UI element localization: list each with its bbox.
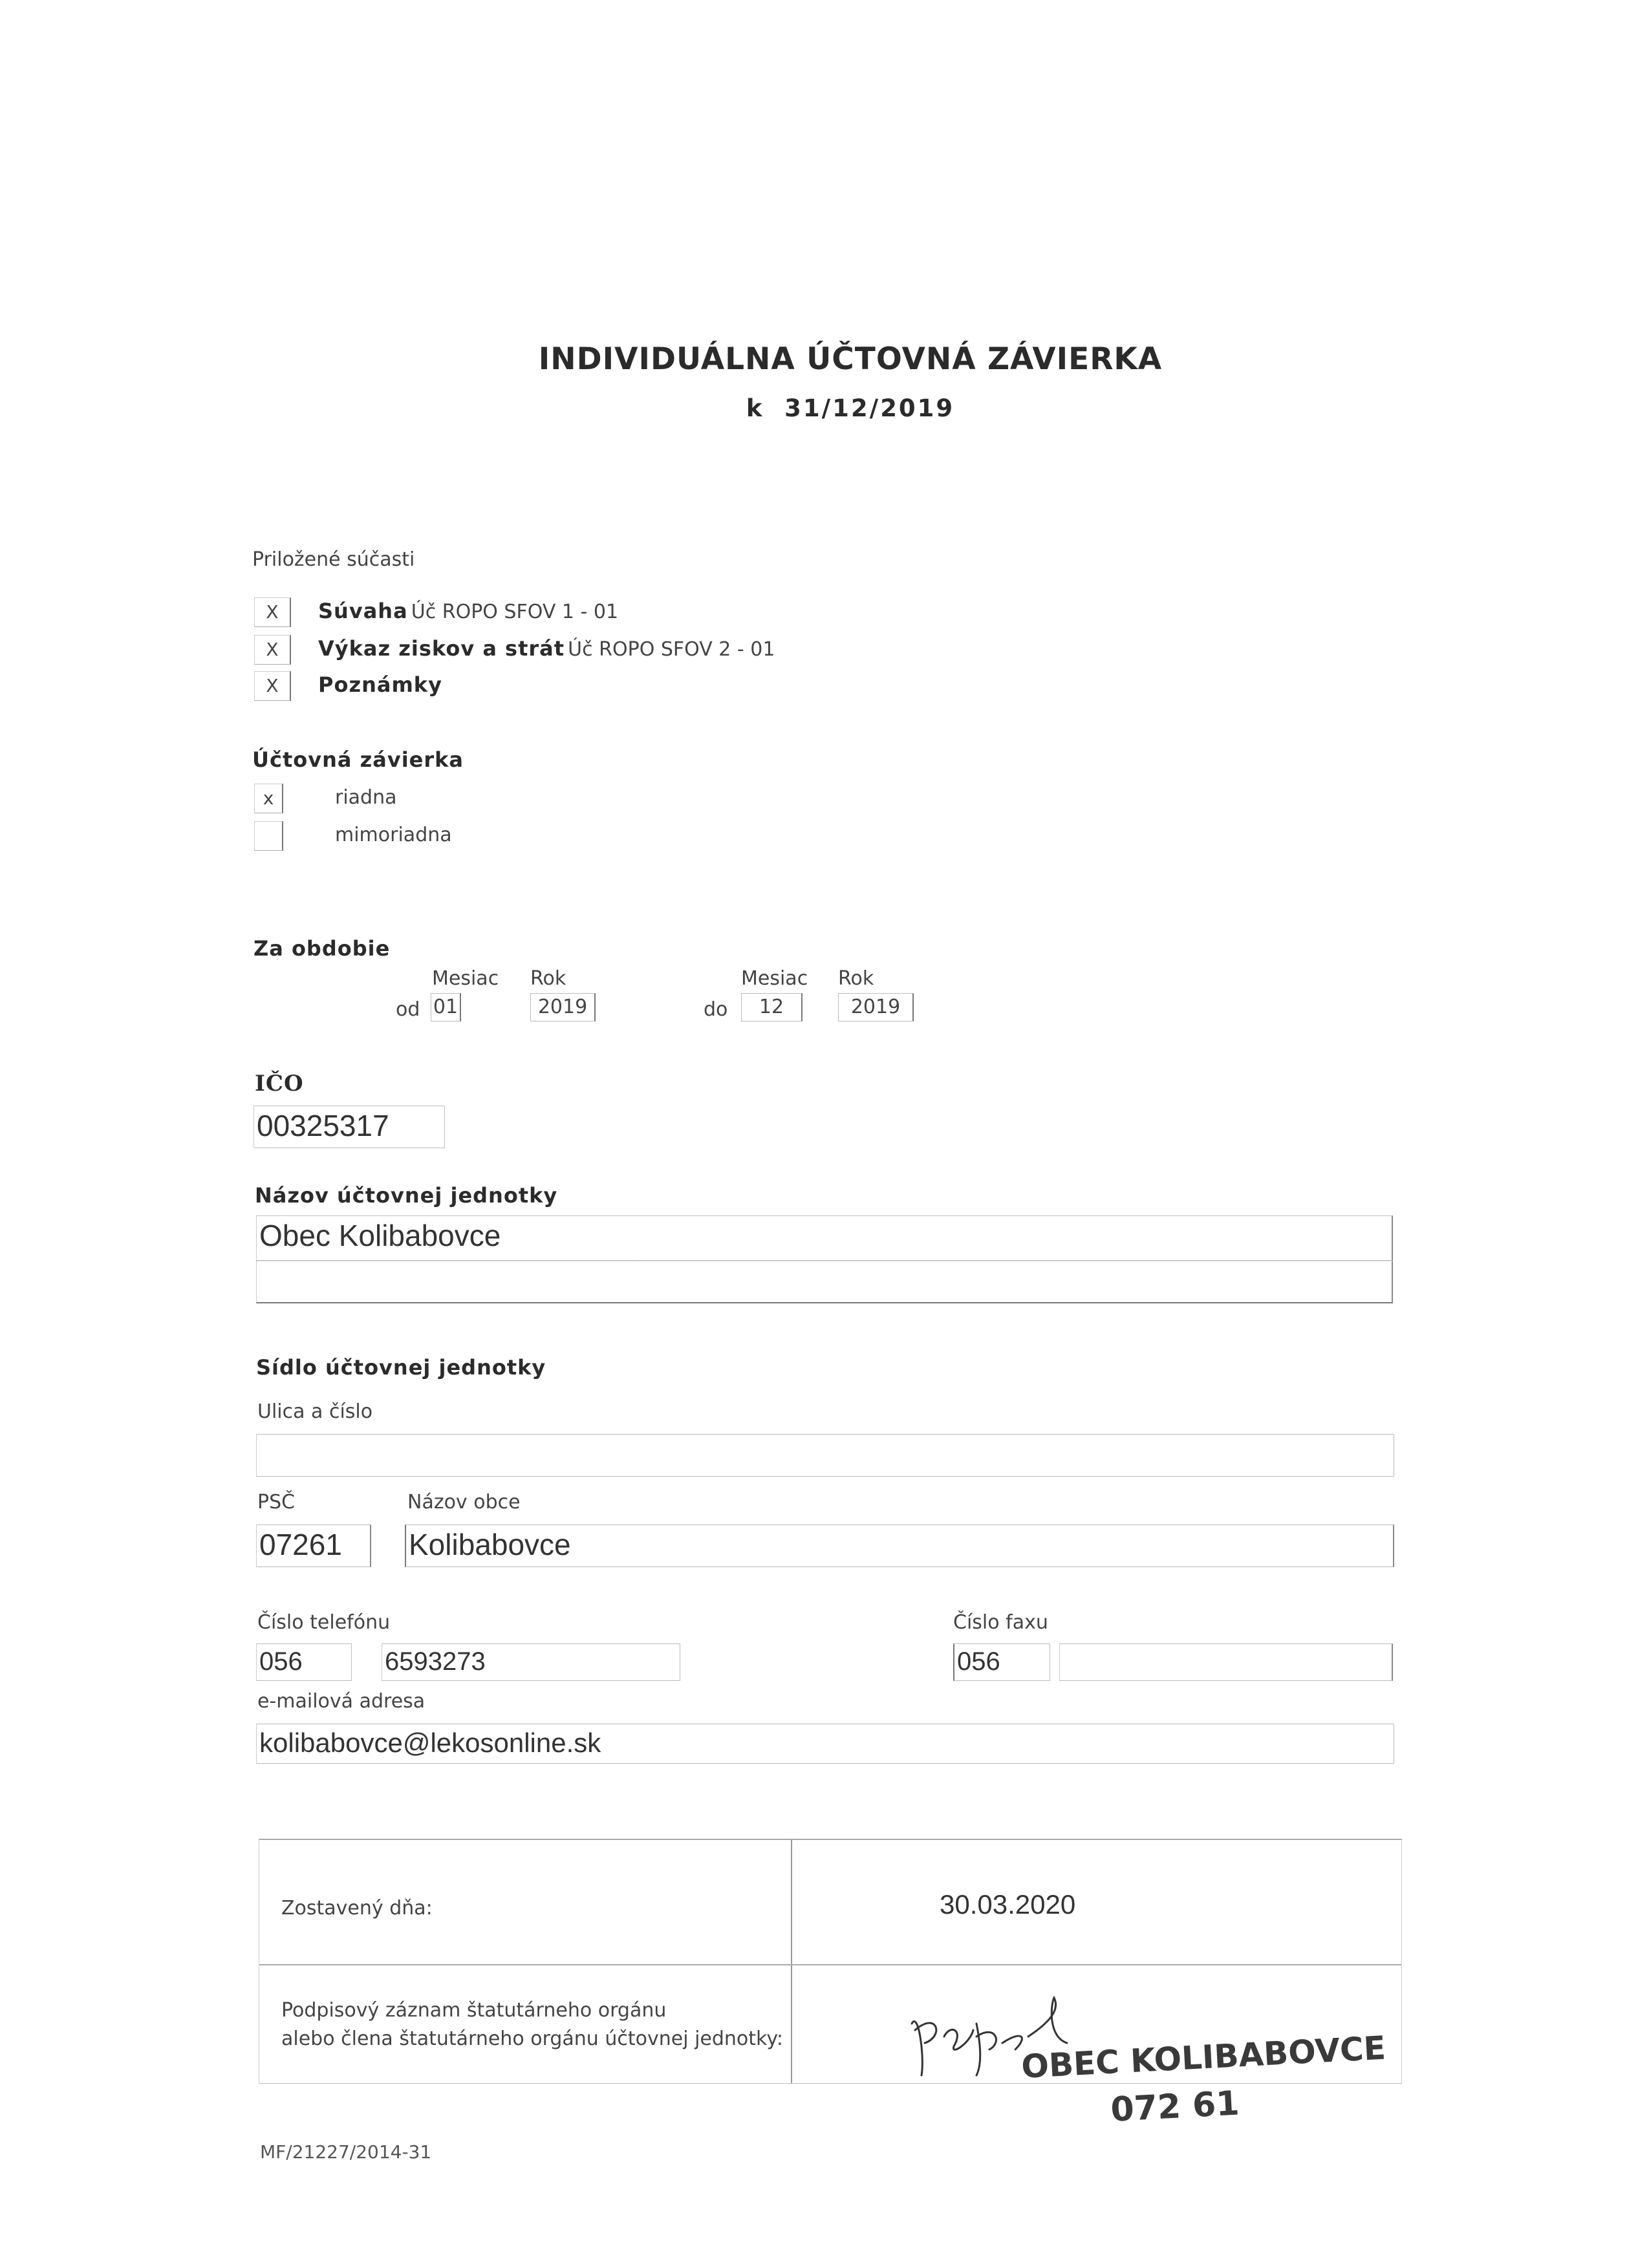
entity-name-field[interactable]: Obec Kolibabovce [256,1215,1393,1261]
phone-prefix-field[interactable]: 056 [256,1643,352,1681]
street-label: Ulica a číslo [257,1400,373,1423]
period-to-year-label: Rok [838,967,874,990]
period-to-month-field[interactable]: 12 [741,993,803,1022]
component-checkbox-poznamky[interactable]: X [254,671,291,701]
period-from-label: od [396,998,420,1021]
closing-label-mimoriadna: mimoriadna [335,824,452,846]
town-field[interactable]: Kolibabovce [405,1524,1394,1567]
table-divider-vertical [791,1840,792,2083]
fax-label: Číslo faxu [953,1611,1048,1634]
component-checkbox-suvaha[interactable]: X [254,597,291,627]
document-title: INDIVIDUÁLNA ÚČTOVNÁ ZÁVIERKA [538,341,1163,377]
period-from-year-field[interactable]: 2019 [530,993,596,1022]
component-row-suvaha [318,599,618,623]
period-to-year-field[interactable]: 2019 [838,993,914,1022]
closing-heading: Účtovná závierka [252,747,464,772]
fax-prefix-field[interactable]: 056 [953,1643,1050,1681]
compiled-date-value[interactable]: 30.03.2020 [940,1889,1076,1920]
entity-name-field-line2[interactable] [256,1261,1393,1303]
town-label: Názov obce [407,1491,521,1514]
entity-name-label: Názov účtovnej jednotky [255,1183,558,1208]
component-name: Poznámky [318,672,442,697]
component-row-poznamky [318,672,442,697]
email-field[interactable]: kolibabovce@lekosonline.sk [256,1724,1394,1764]
period-from-month-field[interactable]: 01 [431,993,461,1022]
component-checkbox-vykaz[interactable]: X [254,635,291,665]
psc-label: PSČ [257,1491,296,1514]
footer-form-code: MF/21227/2014-31 [260,2141,432,2163]
compiled-date-label: Zostavený dňa: [281,1897,433,1920]
period-to-month-label: Mesiac [741,967,808,990]
stamp-line1: OBEC KOLIBABOVCE [1020,2029,1387,2086]
closing-checkbox-riadna[interactable]: x [254,784,283,813]
phone-number-field[interactable]: 6593273 [382,1643,680,1681]
street-field[interactable] [256,1434,1394,1477]
period-from-year-label: Rok [530,967,566,990]
component-name: Výkaz ziskov a strát [318,636,565,661]
stamp-line2: 072 61 [1110,2084,1240,2130]
components-heading: Priložené súčasti [252,548,415,571]
period-heading: Za obdobie [253,936,391,961]
closing-checkbox-mimoriadna[interactable] [254,821,283,851]
component-row-vykaz [318,636,775,661]
closing-label-riadna: riadna [335,786,397,809]
component-code: Úč ROPO SFOV 1 - 01 [411,601,619,623]
psc-field[interactable]: 07261 [256,1524,371,1567]
period-from-month-label: Mesiac [432,967,499,990]
ico-field[interactable]: 00325317 [253,1106,445,1148]
component-code: Úč ROPO SFOV 2 - 01 [568,638,775,661]
signature-label-line2: alebo člena štatutárneho orgánu účtovnej jednotky: [281,2027,784,2050]
email-label: e-mailová adresa [257,1690,426,1713]
fax-number-field[interactable] [1059,1643,1393,1681]
component-name: Súvaha [318,599,408,623]
table-divider-horizontal [259,1964,1401,1965]
ico-label: IČO [255,1071,304,1097]
signature-label-line1: Podpisový záznam štatutárneho orgánu [281,1999,667,2022]
entity-seat-label: Sídlo účtovnej jednotky [256,1355,546,1380]
document-date: k 31/12/2019 [746,394,955,422]
phone-label: Číslo telefónu [257,1611,391,1634]
period-to-label: do [704,998,728,1021]
